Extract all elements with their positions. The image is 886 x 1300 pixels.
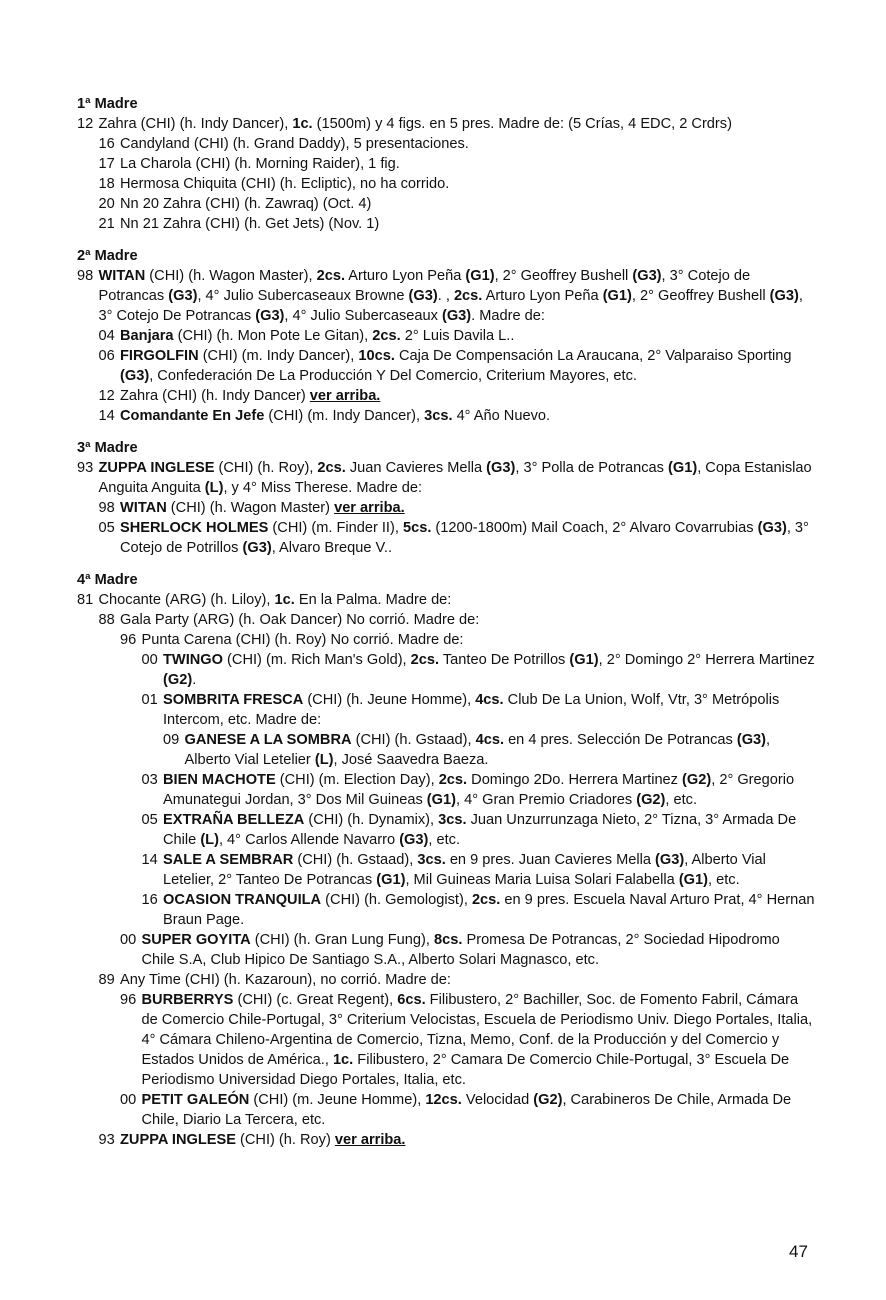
- entry-year: 98: [98, 500, 115, 516]
- entry-text: Promesa De Potrancas, 2° Sociedad Hipodromo Chile S.A, Club Hipico De Santiago S.A., Alberto Solari Magnasco, etc.: [141, 932, 780, 968]
- entry-text: (CHI) (h. Gstaad),: [293, 852, 418, 868]
- bold-text: 8cs.: [434, 932, 463, 948]
- entry-year: 21: [98, 216, 115, 232]
- entry-year: 14: [141, 852, 158, 868]
- entry-year: 93: [98, 1132, 115, 1148]
- bold-text: SALE A SEMBRAR: [163, 852, 294, 868]
- entry-text: 2° Luis Davila L..: [400, 328, 515, 344]
- entry-text: en 9 pres. Escuela Naval Arturo Prat, 4° Hernan Braun Page.: [163, 892, 815, 928]
- entry-text: , etc.: [708, 872, 740, 888]
- bold-text: ZUPPA INGLESE: [120, 1132, 236, 1148]
- bold-text: OCASION TRANQUILA: [163, 892, 322, 908]
- pedigree-entry: [77, 458, 817, 498]
- bold-text: 2cs.: [438, 772, 468, 788]
- bold-text: 1c.: [274, 592, 295, 608]
- bold-text: Comandante En Jefe: [120, 408, 265, 424]
- pedigree-entry: [77, 590, 817, 610]
- entry-text: (1200-1800m) Mail Coach, 2° Alvaro Covarrubias: [431, 520, 758, 536]
- entry-year: 12: [77, 116, 94, 132]
- bold-text: Banjara: [120, 328, 174, 344]
- pedigree-entry: [77, 990, 817, 1090]
- bold-text: WITAN: [98, 268, 146, 284]
- entry-text: Any Time (CHI) (h. Kazaroun), no corrió. Madre de:: [120, 972, 451, 988]
- bold-text: 5cs.: [402, 520, 432, 536]
- entry-text: , José Saavedra Baeza.: [333, 752, 489, 768]
- entry-text: en 4 pres. Selección De Potrancas: [504, 732, 737, 748]
- entry-text: . ,: [437, 288, 454, 304]
- bold-text: (G3): [255, 308, 285, 324]
- entry-year: 00: [141, 652, 158, 668]
- bold-text: 3cs.: [417, 852, 446, 868]
- bold-text: ZUPPA INGLESE: [98, 460, 215, 476]
- entry-year: 16: [141, 892, 158, 908]
- entry-text: Arturo Lyon Peña: [482, 288, 603, 304]
- entry-year: 03: [141, 772, 158, 788]
- bold-text: (L): [200, 832, 219, 848]
- entry-year: 96: [120, 632, 137, 648]
- entry-text: Candyland (CHI) (h. Grand Daddy), 5 presentaciones.: [120, 136, 469, 152]
- entry-year: 00: [120, 932, 137, 948]
- pedigree-entry: [77, 114, 817, 134]
- entry-year: 88: [98, 612, 115, 628]
- bold-text: 4cs.: [475, 732, 505, 748]
- entry-text: Tanteo De Potrillos: [439, 652, 570, 668]
- madre-section: [77, 246, 817, 426]
- bold-text: (G1): [376, 872, 406, 888]
- entry-year: 18: [98, 176, 115, 192]
- bold-text: 6cs.: [397, 992, 426, 1008]
- entry-year: 20: [98, 196, 115, 212]
- bold-text: 2cs.: [316, 268, 346, 284]
- entry-text: , 2° Geoffrey Bushell: [631, 288, 770, 304]
- bold-text: 2cs.: [372, 328, 401, 344]
- bold-text: (G1): [426, 792, 456, 808]
- entry-text: , Carabineros De Chile, Armada De Chile, Diario La Tercera, etc.: [141, 1092, 792, 1128]
- bold-text: (G2): [163, 672, 193, 688]
- entry-text: , y 4° Miss Therese. Madre de:: [223, 480, 423, 496]
- entry-year: 09: [163, 732, 180, 748]
- bold-text: (G3): [757, 520, 787, 536]
- entry-text: , 2° Domingo 2° Herrera Martinez: [598, 652, 815, 668]
- entry-text: Juan Unzurrunzaga Nieto, 2° Tizna, 3° Armada De Chile: [163, 812, 797, 848]
- ver-arriba-link[interactable]: ver arriba.: [309, 388, 381, 404]
- madre-section: [77, 94, 817, 234]
- entry-text: (1500m) y 4 figs. en 5 pres. Madre de: (5 Crías, 4 EDC, 2 Crdrs): [312, 116, 732, 132]
- entry-text: , 3° Polla de Potrancas: [515, 460, 669, 476]
- bold-text: (L): [314, 752, 334, 768]
- pedigree-entry: [77, 406, 817, 426]
- entry-year: 89: [98, 972, 115, 988]
- entry-text: Club De La Union, Wolf, Vtr, 3° Metrópolis Intercom, etc. Madre de:: [163, 692, 780, 728]
- bold-text: BIEN MACHOTE: [163, 772, 276, 788]
- pedigree-entry: [77, 1090, 817, 1130]
- bold-text: (G3): [655, 852, 685, 868]
- bold-text: 2cs.: [453, 288, 483, 304]
- bold-text: (G1): [602, 288, 632, 304]
- pedigree-entry: [77, 194, 817, 214]
- bold-text: (G2): [636, 792, 666, 808]
- pedigree-entry: [77, 730, 817, 770]
- bold-text: WITAN: [120, 500, 167, 516]
- entry-text: (CHI) (h. Dynamix),: [304, 812, 439, 828]
- bold-text: SHERLOCK HOLMES: [120, 520, 269, 536]
- entry-text: Caja De Compensación La Araucana, 2° Valparaiso Sporting: [394, 348, 792, 364]
- pedigree-entry: [77, 690, 817, 730]
- entry-text: (CHI) (h. Gemologist),: [321, 892, 472, 908]
- madre-section: [77, 438, 817, 558]
- entry-year: 17: [98, 156, 115, 172]
- pedigree-entry: [77, 630, 817, 650]
- pedigree-entry: [77, 266, 817, 326]
- bold-text: (G1): [465, 268, 495, 284]
- pedigree-entry: [77, 174, 817, 194]
- entry-text: 4° Año Nuevo.: [452, 408, 551, 424]
- bold-text: (G3): [408, 288, 438, 304]
- entry-year: 06: [98, 348, 115, 364]
- entry-text: , Alberto Vial Letelier: [184, 732, 771, 768]
- pedigree-entry: [77, 930, 817, 970]
- entry-text: (CHI) (c. Great Regent),: [233, 992, 398, 1008]
- bold-text: 4cs.: [475, 692, 504, 708]
- pedigree-entry: [77, 214, 817, 234]
- entry-text: Filibustero, 2° Camara De Comercio Chile-Portugal, 3° Escuela De Periodismo Universidad Diego Portales, Italia, etc.: [141, 1052, 790, 1088]
- pedigree-entry: [77, 134, 817, 154]
- page-number: 47: [789, 1242, 808, 1261]
- entry-year: 16: [98, 136, 115, 152]
- entry-year: 05: [98, 520, 115, 536]
- bold-text: (G3): [399, 832, 429, 848]
- entry-text: , Mil Guineas Maria Luisa Solari Falabella: [405, 872, 679, 888]
- bold-text: (G3): [242, 540, 272, 556]
- bold-text: FIRGOLFIN: [120, 348, 199, 364]
- pedigree-entry: [77, 610, 817, 630]
- entry-text: (CHI) (h. Wagon Master),: [145, 268, 317, 284]
- entry-year: 04: [98, 328, 115, 344]
- pedigree-entry: [77, 810, 817, 850]
- pedigree-content: [77, 94, 817, 1162]
- entry-text: , etc.: [428, 832, 461, 848]
- entry-text: .: [192, 672, 197, 688]
- entry-text: en 9 pres. Juan Cavieres Mella: [445, 852, 656, 868]
- bold-text: (G3): [769, 288, 799, 304]
- entry-text: La Charola (CHI) (h. Morning Raider), 1 fig.: [120, 156, 400, 172]
- entry-text: , 2° Gregorio Amunategui Jordan, 3° Dos Mil Guineas: [163, 772, 795, 808]
- entry-text: Hermosa Chiquita (CHI) (h. Ecliptic), no ha corrido.: [120, 176, 450, 192]
- entry-text: , Copa Estanislao Anguita Anguita: [98, 460, 812, 496]
- entry-text: , 3° Cotejo De Potrancas: [98, 288, 803, 324]
- pedigree-entry: [77, 386, 817, 406]
- bold-text: (G3): [736, 732, 767, 748]
- entry-year: 14: [98, 408, 115, 424]
- entry-text: , 2° Geoffrey Bushell: [494, 268, 633, 284]
- entry-text: (CHI) (m. Indy Dancer),: [198, 348, 359, 364]
- section-heading: 1ª Madre: [77, 96, 138, 112]
- bold-text: SUPER GOYITA: [141, 932, 251, 948]
- pedigree-entry: [77, 154, 817, 174]
- bold-text: (L): [204, 480, 224, 496]
- entry-text: Arturo Lyon Peña: [345, 268, 466, 284]
- bold-text: SOMBRITA FRESCA: [163, 692, 304, 708]
- entry-text: (CHI) (m. Indy Dancer),: [264, 408, 425, 424]
- section-heading: 4ª Madre: [77, 572, 138, 588]
- entry-year: 98: [77, 268, 94, 284]
- bold-text: BURBERRYS: [141, 992, 234, 1008]
- entry-text: Zahra (CHI) (h. Indy Dancer),: [98, 116, 293, 132]
- entry-text: Velocidad: [461, 1092, 534, 1108]
- entry-text: (CHI) (m. Jeune Homme),: [249, 1092, 426, 1108]
- entry-year: 12: [98, 388, 115, 404]
- entry-text: (CHI) (h. Gran Lung Fung),: [250, 932, 435, 948]
- bold-text: 1c.: [332, 1052, 354, 1068]
- section-heading: 3ª Madre: [77, 440, 138, 456]
- bold-text: 2cs.: [410, 652, 440, 668]
- bold-text: 1c.: [292, 116, 313, 132]
- entry-text: (CHI) (m. Election Day),: [275, 772, 439, 788]
- pedigree-entry: [77, 498, 817, 518]
- entry-text: , Alberto Vial Letelier, 2° Tanteo De Potrancas: [163, 852, 766, 888]
- entry-text: , 4° Gran Premio Criadores: [455, 792, 637, 808]
- pedigree-entry: [77, 850, 817, 890]
- entry-text: Juan Cavieres Mella: [345, 460, 487, 476]
- bold-text: (G1): [569, 652, 599, 668]
- bold-text: PETIT GALEÓN: [141, 1092, 250, 1108]
- entry-text: Filibustero, 2° Bachiller, Soc. de Fomento Fabril, Cámara de Comercio Chile-Portugal, 3° Criterium Velocistas, Escuela de Periodismo Univ. Diego Portales, Italia, 4° Cámara Chileno-Argentina de Comercio, Tizna, Memo, Conf. de la Producción y del Comercio y Estados Unidos de América.,: [141, 992, 813, 1068]
- bold-text: EXTRAÑA BELLEZA: [163, 812, 305, 828]
- pedigree-entry: [77, 650, 817, 690]
- pedigree-entry: [77, 770, 817, 810]
- entry-text: Zahra (CHI) (h. Indy Dancer): [120, 388, 310, 404]
- entry-year: 00: [120, 1092, 137, 1108]
- entry-text: (CHI) (m. Rich Man's Gold),: [223, 652, 411, 668]
- bold-text: 2cs.: [317, 460, 346, 476]
- bold-text: 10cs.: [358, 348, 395, 364]
- bold-text: 12cs.: [425, 1092, 462, 1108]
- entry-year: 05: [141, 812, 158, 828]
- entry-text: (CHI) (h. Mon Pote Le Gitan),: [173, 328, 373, 344]
- entry-text: , 3° Cotejo de Potrillos: [120, 520, 809, 556]
- bold-text: (G2): [682, 772, 712, 788]
- entry-text: Punta Carena (CHI) (h. Roy) No corrió. Madre de:: [141, 632, 464, 648]
- ver-arriba-link[interactable]: ver arriba.: [334, 500, 405, 516]
- entry-text: , Alvaro Breque V..: [271, 540, 393, 556]
- entry-text: Gala Party (ARG) (h. Oak Dancer) No corrió. Madre de:: [120, 612, 480, 628]
- pedigree-entry: [77, 518, 817, 558]
- entry-text: . Madre de:: [471, 308, 545, 324]
- entry-text: Nn 20 Zahra (CHI) (h. Zawraq) (Oct. 4): [120, 196, 372, 212]
- bold-text: (G3): [168, 288, 198, 304]
- pedigree-entry: [77, 326, 817, 346]
- entry-year: 81: [77, 592, 94, 608]
- bold-text: (G3): [441, 308, 472, 324]
- bold-text: (G3): [486, 460, 516, 476]
- entry-year: 93: [77, 460, 94, 476]
- entry-text: , 4° Carlos Allende Navarro: [218, 832, 400, 848]
- bold-text: 3cs.: [424, 408, 453, 424]
- entry-text: Nn 21 Zahra (CHI) (h. Get Jets) (Nov. 1): [120, 216, 380, 232]
- bold-text: (G1): [668, 460, 698, 476]
- entry-text: , Confederación De La Producción Y Del Comercio, Criterium Mayores, etc.: [149, 368, 637, 384]
- bold-text: (G3): [632, 268, 662, 284]
- entry-text: Chocante (ARG) (h. Liloy),: [98, 592, 275, 608]
- section-heading: 2ª Madre: [77, 248, 138, 264]
- entry-text: (CHI) (h. Roy): [235, 1132, 335, 1148]
- bold-text: 2cs.: [471, 892, 501, 908]
- entry-year: 01: [141, 692, 158, 708]
- pedigree-entry: [77, 890, 817, 930]
- bold-text: (G1): [678, 872, 708, 888]
- entry-text: Domingo 2Do. Herrera Martinez: [467, 772, 683, 788]
- madre-section: [77, 570, 817, 1150]
- entry-text: , etc.: [665, 792, 698, 808]
- entry-text: (CHI) (h. Gstaad),: [351, 732, 476, 748]
- entry-text: (CHI) (h. Roy),: [214, 460, 318, 476]
- entry-text: (CHI) (h. Wagon Master): [166, 500, 335, 516]
- bold-text: TWINGO: [163, 652, 223, 668]
- entry-text: , 4° Julio Subercaseaux Browne: [197, 288, 409, 304]
- bold-text: (G2): [533, 1092, 563, 1108]
- pedigree-entry: [77, 346, 817, 386]
- bold-text: GANESE A LA SOMBRA: [184, 732, 352, 748]
- entry-text: En la Palma. Madre de:: [294, 592, 452, 608]
- entry-text: (CHI) (h. Jeune Homme),: [303, 692, 476, 708]
- pedigree-entry: [77, 1130, 817, 1150]
- ver-arriba-link[interactable]: ver arriba.: [334, 1132, 406, 1148]
- entry-text: , 3° Cotejo de Potrancas: [98, 268, 751, 304]
- bold-text: (G3): [120, 368, 150, 384]
- entry-text: , 4° Julio Subercaseaux: [284, 308, 442, 324]
- bold-text: 3cs.: [438, 812, 467, 828]
- entry-text: (CHI) (m. Finder II),: [268, 520, 403, 536]
- entry-year: 96: [120, 992, 137, 1008]
- pedigree-entry: [77, 970, 817, 990]
